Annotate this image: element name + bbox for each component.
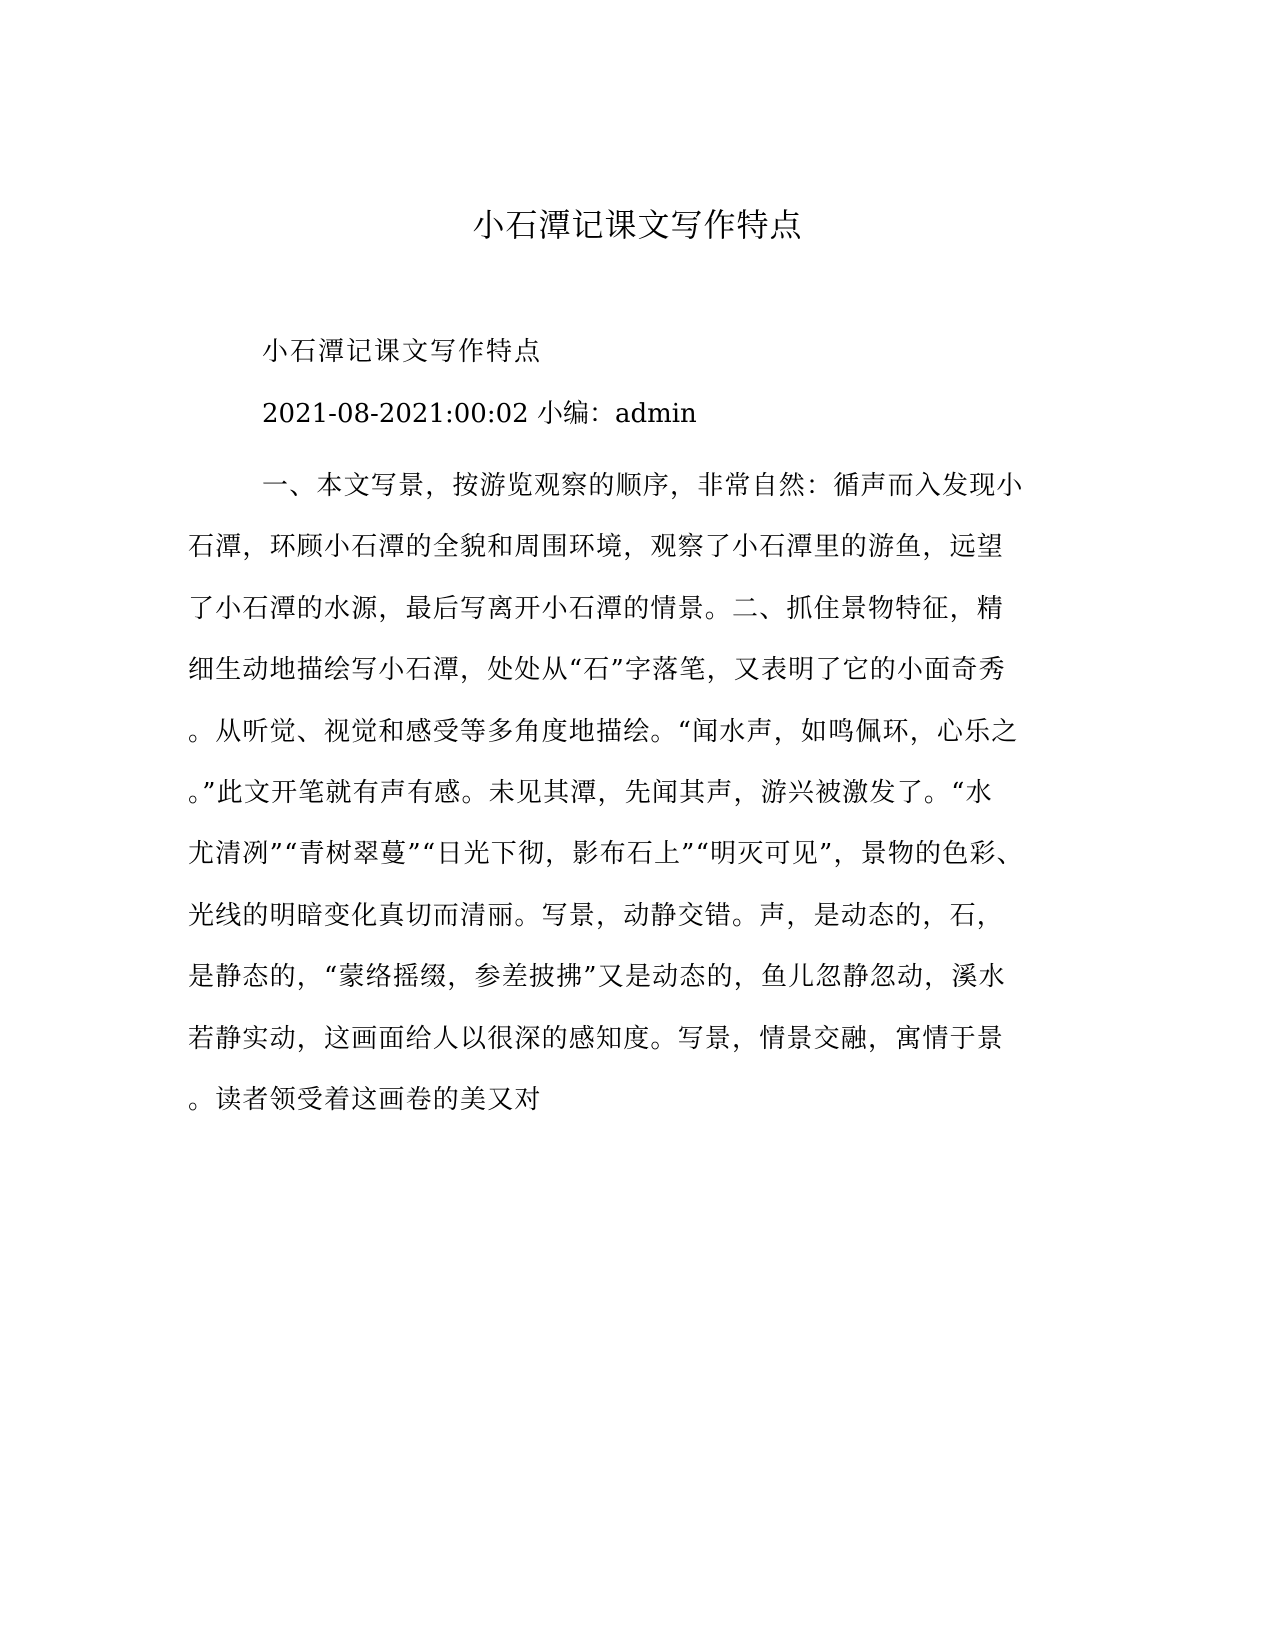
body-line: 。读者领受着这画卷的美又对 — [188, 1085, 542, 1116]
body-line: 石潭，环顾小石潭的全貌和周围环境，观察了小石潭里的游鱼，远望 — [188, 532, 1005, 563]
document-meta: 2021-08-2021:00:02 小编：admin — [262, 399, 697, 429]
body-line: 光线的明暗变化真切而清丽。写景，动静交错。声，是动态的，石， — [188, 900, 1005, 931]
body-line: 。从听觉、视觉和感受等多角度地描绘。“闻水声，如鸣佩环，心乐之 — [188, 716, 1019, 747]
document-body — [188, 456, 1088, 1131]
body-line: 了小石潭的水源，最后写离开小石潭的情景。二、抓住景物特征，精 — [188, 593, 1005, 624]
body-line: 尤清冽”“青树翠蔓”“日光下彻，影布石上”“明灭可见”，景物的色彩、 — [188, 839, 1024, 870]
body-line: 细生动地描绘写小石潭，处处从“石”字落笔，又表明了它的小面奇秀 — [188, 655, 1006, 686]
body-line: 。”此文开笔就有声有感。未见其潭，先闻其声，游兴被激发了。“水 — [188, 778, 993, 809]
body-line: 一、本文写景，按游览观察的顺序，非常自然：循声而入发现小 — [262, 471, 1024, 501]
document-title: 小石潭记课文写作特点 — [472, 206, 803, 244]
document-subtitle: 小石潭记课文写作特点 — [262, 337, 543, 367]
body-line: 是静态的，“蒙络摇缀，参差披拂”又是动态的，鱼儿忽静忽动，溪水 — [188, 962, 1006, 993]
body-line: 若静实动，这画面给人以很深的感知度。写景，情景交融，寓情于景 — [188, 1023, 1005, 1054]
